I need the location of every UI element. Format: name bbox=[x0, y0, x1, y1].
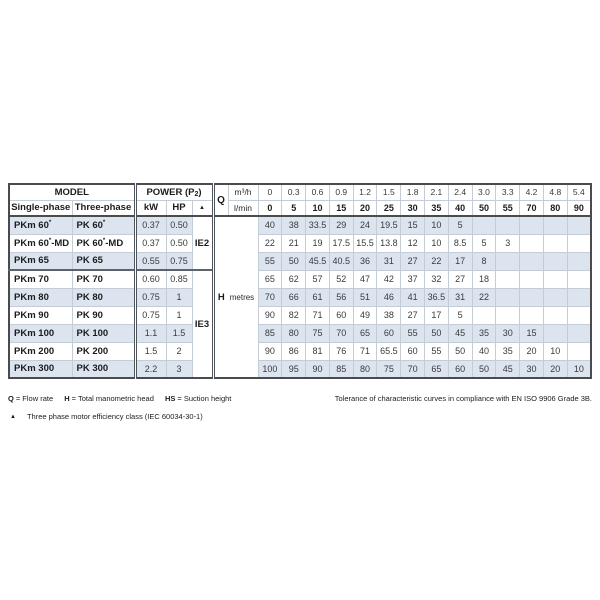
flow-m3h-cell: 0.3 bbox=[282, 184, 306, 200]
flow-m3h-cell: 5.4 bbox=[567, 184, 591, 200]
hp-value-cell: 1.5 bbox=[166, 324, 192, 342]
kw-value-cell: 0.37 bbox=[135, 216, 166, 234]
head-value-cell: 51 bbox=[353, 288, 377, 306]
kw-value-cell: 1.5 bbox=[135, 342, 166, 360]
three-phase-model-cell: PK 300 bbox=[72, 360, 135, 378]
head-value-cell: 60 bbox=[448, 360, 472, 378]
three-phase-model-cell: PK 100 bbox=[72, 324, 135, 342]
head-value-cell: 60 bbox=[401, 342, 425, 360]
head-value-cell bbox=[543, 306, 567, 324]
head-value-cell: 65 bbox=[425, 360, 449, 378]
head-value-cell bbox=[520, 234, 544, 252]
ie2-class-cell: IE2 bbox=[192, 216, 213, 270]
head-value-cell: 50 bbox=[448, 342, 472, 360]
flow-lmin-cell: 40 bbox=[448, 200, 472, 216]
head-value-cell bbox=[472, 216, 496, 234]
head-value-cell: 33.5 bbox=[306, 216, 330, 234]
head-value-cell: 19.5 bbox=[377, 216, 401, 234]
head-value-cell: 45 bbox=[496, 360, 520, 378]
head-value-cell bbox=[520, 216, 544, 234]
head-value-cell: 90 bbox=[258, 306, 282, 324]
kw-value-cell: 2.2 bbox=[135, 360, 166, 378]
ie3-class-cell: IE3 bbox=[192, 270, 213, 378]
head-value-cell: 29 bbox=[329, 216, 353, 234]
head-value-cell: 85 bbox=[329, 360, 353, 378]
head-value-cell: 50 bbox=[282, 252, 306, 270]
three-phase-model-cell: PK 200 bbox=[72, 342, 135, 360]
head-value-cell: 10 bbox=[543, 342, 567, 360]
head-value-cell bbox=[543, 324, 567, 342]
head-value-cell: 71 bbox=[353, 342, 377, 360]
head-value-cell: 65 bbox=[353, 324, 377, 342]
head-value-cell: 30 bbox=[496, 324, 520, 342]
head-value-cell bbox=[543, 234, 567, 252]
head-value-cell: 57 bbox=[306, 270, 330, 288]
head-value-cell: 18 bbox=[472, 270, 496, 288]
head-value-cell: 5 bbox=[472, 234, 496, 252]
single-phase-model-cell: PKm 65 bbox=[9, 252, 72, 270]
head-value-cell: 27 bbox=[401, 252, 425, 270]
head-value-cell: 8 bbox=[472, 252, 496, 270]
flow-lmin-cell: 20 bbox=[353, 200, 377, 216]
head-value-cell bbox=[567, 270, 591, 288]
three-phase-model-cell: PK 60*-MD bbox=[72, 234, 135, 252]
single-phase-model-cell: PKm 100 bbox=[9, 324, 72, 342]
head-value-cell bbox=[520, 288, 544, 306]
head-value-cell: 10 bbox=[425, 234, 449, 252]
head-value-cell bbox=[543, 288, 567, 306]
head-value-cell: 60 bbox=[329, 306, 353, 324]
head-value-cell: 5 bbox=[448, 306, 472, 324]
table-row bbox=[9, 342, 591, 360]
single-phase-model-cell: PKm 90 bbox=[9, 306, 72, 324]
header-row-columns bbox=[9, 200, 591, 216]
head-value-cell: 40.5 bbox=[329, 252, 353, 270]
head-value-cell: 80 bbox=[282, 324, 306, 342]
head-value-cell: 56 bbox=[329, 288, 353, 306]
head-value-cell: 38 bbox=[377, 306, 401, 324]
kw-header: kW bbox=[135, 200, 166, 216]
legend-item-q: Q = Flow rate bbox=[8, 394, 54, 403]
table-row bbox=[9, 324, 591, 342]
head-value-cell: 65 bbox=[258, 270, 282, 288]
flow-lmin-cell: 30 bbox=[401, 200, 425, 216]
head-value-cell: 85 bbox=[258, 324, 282, 342]
head-value-cell: 22 bbox=[425, 252, 449, 270]
kw-value-cell: 1.1 bbox=[135, 324, 166, 342]
head-value-cell: 5 bbox=[448, 216, 472, 234]
single-phase-model-cell: PKm 60* bbox=[9, 216, 72, 234]
single-phase-model-cell: PKm 70 bbox=[9, 270, 72, 288]
flow-lmin-cell: 25 bbox=[377, 200, 401, 216]
flow-lmin-cell: 35 bbox=[425, 200, 449, 216]
three-phase-model-cell: PK 80 bbox=[72, 288, 135, 306]
head-value-cell: 55 bbox=[425, 342, 449, 360]
flow-m3h-cell: 1.2 bbox=[353, 184, 377, 200]
single-phase-model-cell: PKm 200 bbox=[9, 342, 72, 360]
head-value-cell: 13.8 bbox=[377, 234, 401, 252]
three-phase-model-cell: PK 60* bbox=[72, 216, 135, 234]
flow-lmin-cell: 10 bbox=[306, 200, 330, 216]
head-value-cell: 40 bbox=[472, 342, 496, 360]
efficiency-class-header bbox=[192, 200, 213, 216]
head-value-cell bbox=[543, 216, 567, 234]
kw-value-cell: 0.60 bbox=[135, 270, 166, 288]
head-value-cell bbox=[496, 288, 520, 306]
m3h-unit-label: m³/h bbox=[228, 184, 258, 200]
table-row bbox=[9, 270, 591, 288]
head-value-cell: 32 bbox=[425, 270, 449, 288]
head-value-cell bbox=[567, 216, 591, 234]
head-value-cell bbox=[567, 234, 591, 252]
flow-lmin-cell: 80 bbox=[543, 200, 567, 216]
flow-lmin-cell: 5 bbox=[282, 200, 306, 216]
head-value-cell: 75 bbox=[306, 324, 330, 342]
head-value-cell: 12 bbox=[401, 234, 425, 252]
tolerance-note: Tolerance of characteristic curves in compliance with EN ISO 9906 Grade 3B. bbox=[334, 394, 592, 403]
pump-spec-table bbox=[8, 183, 592, 379]
head-value-cell: 22 bbox=[472, 288, 496, 306]
flow-lmin-cell: 70 bbox=[520, 200, 544, 216]
head-value-cell bbox=[520, 252, 544, 270]
three-phase-model-cell: PK 90 bbox=[72, 306, 135, 324]
head-value-cell: 55 bbox=[258, 252, 282, 270]
flow-lmin-cell: 55 bbox=[496, 200, 520, 216]
head-value-cell: 17 bbox=[448, 252, 472, 270]
head-value-cell: 45.5 bbox=[306, 252, 330, 270]
flow-m3h-cell: 3.3 bbox=[496, 184, 520, 200]
head-value-cell: 42 bbox=[377, 270, 401, 288]
head-value-cell: 47 bbox=[353, 270, 377, 288]
three-phase-header: Three-phase bbox=[72, 200, 135, 216]
head-value-cell bbox=[543, 252, 567, 270]
flow-lmin-cell: 15 bbox=[329, 200, 353, 216]
single-phase-model-cell: PKm 60*-MD bbox=[9, 234, 72, 252]
head-value-cell: 95 bbox=[282, 360, 306, 378]
hp-value-cell: 0.50 bbox=[166, 234, 192, 252]
head-value-cell: 15 bbox=[520, 324, 544, 342]
single-phase-model-cell: PKm 80 bbox=[9, 288, 72, 306]
triangle-icon: ▲ bbox=[10, 414, 16, 420]
table-row bbox=[9, 216, 591, 234]
head-value-cell: 36.5 bbox=[425, 288, 449, 306]
head-value-cell: 22 bbox=[258, 234, 282, 252]
head-value-cell: 24 bbox=[353, 216, 377, 234]
head-value-cell: 20 bbox=[543, 360, 567, 378]
head-value-cell bbox=[543, 270, 567, 288]
hp-value-cell: 1 bbox=[166, 288, 192, 306]
head-value-cell bbox=[567, 306, 591, 324]
flow-lmin-cell: 50 bbox=[472, 200, 496, 216]
head-value-cell: 50 bbox=[425, 324, 449, 342]
head-value-cell: 45 bbox=[448, 324, 472, 342]
head-value-cell: 80 bbox=[353, 360, 377, 378]
head-value-cell: 40 bbox=[258, 216, 282, 234]
header-row-units bbox=[9, 184, 591, 200]
head-value-cell: 15.5 bbox=[353, 234, 377, 252]
legend-item-h: H = Total manometric head bbox=[64, 394, 154, 403]
head-value-cell: 70 bbox=[329, 324, 353, 342]
efficiency-note-text: Three phase motor efficiency class (IEC 60034-30-1) bbox=[26, 412, 203, 421]
head-value-cell: 100 bbox=[258, 360, 282, 378]
three-phase-model-cell: PK 65 bbox=[72, 252, 135, 270]
head-value-cell: 8.5 bbox=[448, 234, 472, 252]
head-value-cell bbox=[567, 342, 591, 360]
head-value-cell bbox=[567, 324, 591, 342]
flow-m3h-cell: 2.4 bbox=[448, 184, 472, 200]
head-value-cell: 71 bbox=[306, 306, 330, 324]
head-value-cell bbox=[496, 252, 520, 270]
head-value-cell: 27 bbox=[401, 306, 425, 324]
head-value-cell: 65.5 bbox=[377, 342, 401, 360]
head-value-cell: 17 bbox=[425, 306, 449, 324]
table-row bbox=[9, 234, 591, 252]
hp-value-cell: 0.50 bbox=[166, 216, 192, 234]
head-value-cell: 52 bbox=[329, 270, 353, 288]
hp-value-cell: 1 bbox=[166, 306, 192, 324]
head-value-cell: 66 bbox=[282, 288, 306, 306]
flow-m3h-cell: 1.8 bbox=[401, 184, 425, 200]
legend-item-hs: HS = Suction height bbox=[164, 394, 232, 403]
head-value-cell: 46 bbox=[377, 288, 401, 306]
head-value-cell: 55 bbox=[401, 324, 425, 342]
head-value-cell: 75 bbox=[377, 360, 401, 378]
model-header: MODEL bbox=[9, 184, 135, 200]
head-value-cell: 60 bbox=[377, 324, 401, 342]
head-value-cell: 82 bbox=[282, 306, 306, 324]
head-value-cell bbox=[496, 270, 520, 288]
head-value-cell: 41 bbox=[401, 288, 425, 306]
kw-value-cell: 0.37 bbox=[135, 234, 166, 252]
hp-header: HP bbox=[166, 200, 192, 216]
head-value-cell bbox=[567, 288, 591, 306]
head-value-cell: 20 bbox=[520, 342, 544, 360]
head-value-cell bbox=[567, 252, 591, 270]
flow-m3h-cell: 4.8 bbox=[543, 184, 567, 200]
head-value-cell: 19 bbox=[306, 234, 330, 252]
table-row bbox=[9, 360, 591, 378]
flow-lmin-cell: 90 bbox=[567, 200, 591, 216]
single-phase-header: Single-phase bbox=[9, 200, 72, 216]
head-value-cell bbox=[472, 306, 496, 324]
flow-m3h-cell: 1.5 bbox=[377, 184, 401, 200]
flow-m3h-cell: 0.9 bbox=[329, 184, 353, 200]
flow-m3h-cell: 0 bbox=[258, 184, 282, 200]
flow-m3h-cell: 0.6 bbox=[306, 184, 330, 200]
head-value-cell: 50 bbox=[472, 360, 496, 378]
head-value-cell: 70 bbox=[258, 288, 282, 306]
head-metres-cell: H metres bbox=[213, 216, 258, 378]
power-header: POWER $(P_2)$ bbox=[135, 184, 213, 200]
three-phase-model-cell: PK 70 bbox=[72, 270, 135, 288]
head-value-cell: 90 bbox=[306, 360, 330, 378]
head-value-cell: 15 bbox=[401, 216, 425, 234]
head-value-cell: 31 bbox=[377, 252, 401, 270]
head-value-cell: 36 bbox=[353, 252, 377, 270]
head-value-cell: 38 bbox=[282, 216, 306, 234]
head-value-cell bbox=[496, 306, 520, 324]
head-value-cell: 27 bbox=[448, 270, 472, 288]
head-value-cell: 31 bbox=[448, 288, 472, 306]
head-value-cell: 3 bbox=[496, 234, 520, 252]
single-phase-model-cell: PKm 300 bbox=[9, 360, 72, 378]
head-value-cell: 49 bbox=[353, 306, 377, 324]
efficiency-note bbox=[10, 412, 203, 421]
head-value-cell: 62 bbox=[282, 270, 306, 288]
table-row bbox=[9, 252, 591, 270]
head-value-cell bbox=[520, 306, 544, 324]
head-value-cell: 30 bbox=[520, 360, 544, 378]
kw-value-cell: 0.75 bbox=[135, 306, 166, 324]
hp-value-cell: 2 bbox=[166, 342, 192, 360]
head-value-cell: 70 bbox=[401, 360, 425, 378]
kw-value-cell: 0.75 bbox=[135, 288, 166, 306]
hp-value-cell: 3 bbox=[166, 360, 192, 378]
head-value-cell bbox=[520, 270, 544, 288]
head-value-cell: 76 bbox=[329, 342, 353, 360]
flow-lmin-cell: 0 bbox=[258, 200, 282, 216]
hp-value-cell: 0.85 bbox=[166, 270, 192, 288]
flow-m3h-cell: 2.1 bbox=[425, 184, 449, 200]
head-value-cell: 35 bbox=[472, 324, 496, 342]
head-value-cell: 90 bbox=[258, 342, 282, 360]
kw-value-cell: 0.55 bbox=[135, 252, 166, 270]
table-row bbox=[9, 306, 591, 324]
head-value-cell: 37 bbox=[401, 270, 425, 288]
q-header: Q bbox=[213, 184, 228, 216]
head-value-cell: 10 bbox=[425, 216, 449, 234]
lmin-unit-label: l/min bbox=[228, 200, 258, 216]
hp-value-cell: 0.75 bbox=[166, 252, 192, 270]
legend bbox=[8, 394, 240, 403]
head-value-cell: 81 bbox=[306, 342, 330, 360]
triangle-icon: ▲ bbox=[199, 204, 205, 211]
head-value-cell bbox=[496, 216, 520, 234]
head-value-cell: 21 bbox=[282, 234, 306, 252]
flow-m3h-cell: 3.0 bbox=[472, 184, 496, 200]
head-value-cell: 86 bbox=[282, 342, 306, 360]
flow-m3h-cell: 4.2 bbox=[520, 184, 544, 200]
head-value-cell: 17.5 bbox=[329, 234, 353, 252]
head-value-cell: 61 bbox=[306, 288, 330, 306]
head-value-cell: 10 bbox=[567, 360, 591, 378]
head-value-cell: 35 bbox=[496, 342, 520, 360]
table-row bbox=[9, 288, 591, 306]
